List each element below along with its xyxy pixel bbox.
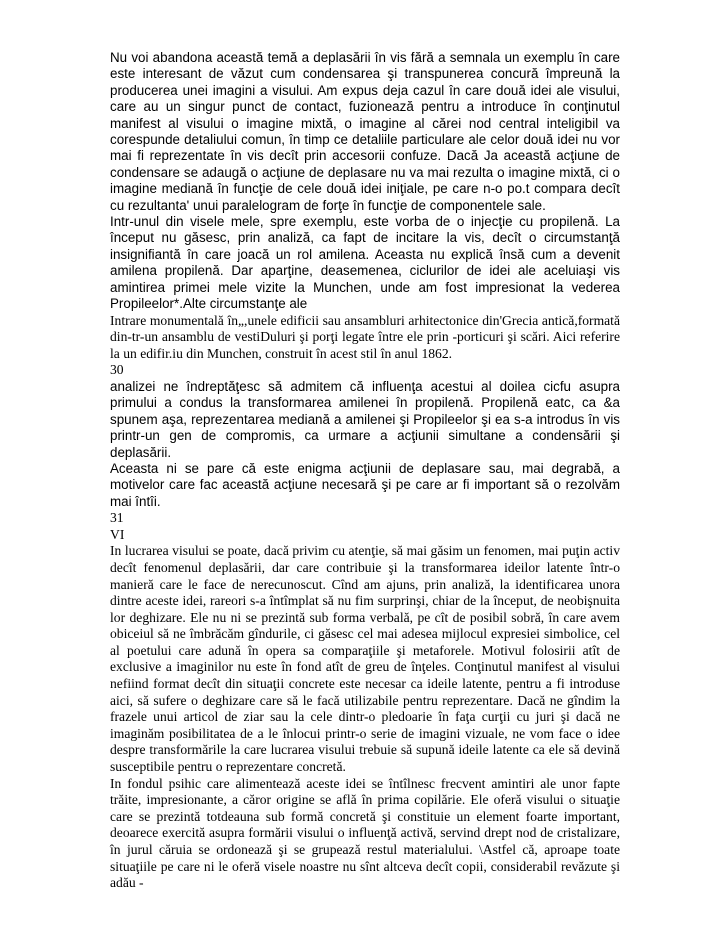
paragraph-propylene-dream: Intr-unul din visele mele, spre exemplu, este vorba de o injecţie cu propilenă. La început nu găsesc, prin analiză, ca fapt de incitare la vis, decît o circumstanţă insignifiantă în care joacă un rol amilena. Aceasta nu explică însă cum a devenit amilena propilenă. Dar aparţine, deasemenea, ciclurilor de idei ale aceluiaşi vis amintirea primei mele vizite la Munchen, unde am fost impresionat la vederea Propileelor*.Alte circumstanţe ale: [110, 214, 620, 312]
document-page: [110, 50, 620, 892]
paragraph-analysis: analizei ne îndreptăţesc să admitem că influenţa acestui al doilea cicfu asupra primului a condus la transformarea amilenei în propilenă. Propilenă eatc, ca &a spunem aşa, reprezentarea mediană a amilenei şi Propileelor şi ea s-a introdus în vis printr-un gen de compromis, ca urmare a acţiunii simultane a condensării şi deplasării.: [110, 378, 620, 460]
page-number: 30: [110, 362, 124, 378]
chapter-number: VI: [110, 526, 125, 542]
paragraph-symbolic-expression: In lucrarea visului se poate, dacă privim cu atenţie, să mai găsim un fenomen, mai puţin activ decît fenomenul deplasării, dar care contribuie şi la transformarea ideilor latente într-o manieră care le face de nerecunoscut. Cînd am ajuns, prin analiză, la identificarea unora dintre aceste idei, rareori s-a întîmplat să nu fim surprinşi, chiar de la început, de neobişnuita lor deghizare. Ele nu ni se prezintă sub forma verbală, pe cît de posibil sobră, în care avem obiceiul să ne îmbrăcăm gîndurile, ci găsesc cel mai adesea mijlocul expresiei simbolice, cel al poetului care adună în opera sa comparaţiile şi metaforele. Motivul folosirii atît de exclusive a imaginilor nu este în fond atît de greu de înţeles. Conţinutul manifest al visului nefiind format decît din situaţii concrete este necesar ca ideile latente, pentru a fi introduse aici, să sufere o deghizare care să le facă utilizabile pentru reprezentare. Dacă ne gîndim la frazele unui articol de ziar sau la cele dintr-o pledoarie în faţa curţii cu juri şi dacă ne imaginăm posibilitatea de a le înlocui printr-o serie de imagini vizuale, ne vom face o idee despre transformările la care lucrarea visului trebuie să supună ideile latente ca ele să devină susceptibile pentru o reprezentare concretă.: [110, 543, 620, 775]
footnote: Intrare monumentală în„,unele edificii sau ansambluri arhitectonice din'Grecia antică,formată din-tr-un ansamblu de vestiDuluri şi porţi legate între ele prin -porticuri şi scări. Aici referire la un edifir.iu din Munchen, construit în acest stil în anul 1862.: [110, 312, 620, 361]
paragraph-condensation: Nu voi abandona această temă a deplasării în vis fără a semnala un exemplu în care este interesant de văzut cum condensarea şi transpunerea concură împreună la producerea unei imagini a visului. Am expus deja cazul în care două idei ale visului, care au un singur punct de contact, fuzionează pentru a introduce în conţinutul manifest al visului o imagine mixtă, o imagine al cărei nod central inteligibil va corespunde detaliului comun, în timp ce detaliile particulare ale celor două idei nu vor mai fi reprezentate în vis decît prin accesorii confuze. Dacă Ja această acţiune de condensare se adaugă o acţiune de deplasare nu va mai rezulta o imagine mixtă, ci o imagine mediană în funcţie de cele două idei iniţiale, pe care n-o po.t compara decît cu rezultanta' unui paralelogram de forţe în funcţie de componentele sale.: [110, 50, 620, 213]
paragraph-childhood-memories: In fondul psihic care alimentează aceste idei se întîlnesc frecvent amintiri ale unor fapte trăite, impresionante, a căror origine se află în prima copilărie. Ele oferă visului o situaţie care se prezintă totdeauna sub formă concretă şi constituie un element foarte important, deoarece exercită asupra formării visului o influenţă activă, servind drept nod de cristalizare, în jurul căruia se ordonează şi se grupează restul materialului. \Astfel că, aproape toate situaţiile pe care ni le oferă visele noastre nu sînt altceva decît copii, considerabil revăzute şi adău -: [110, 775, 620, 891]
page-number: 31: [110, 510, 124, 526]
paragraph-enigma: Aceasta ni se pare că este enigma acţiunii de deplasare sau, mai degrabă, a motivelor care fac această acţiune necesară şi pe care ar fi important să o rezolvăm mai întîi.: [110, 460, 620, 509]
